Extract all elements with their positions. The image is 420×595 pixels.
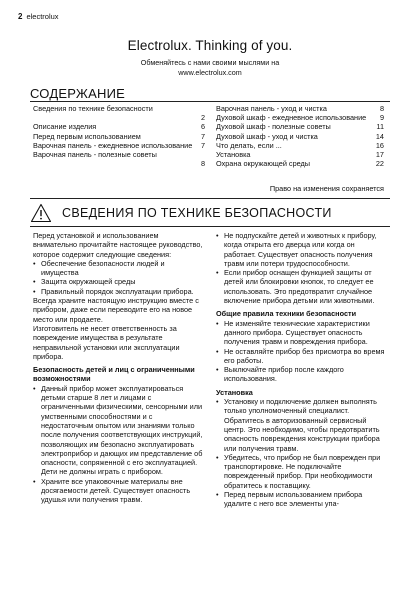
- toc-item[interactable]: [33, 150, 205, 168]
- list-item: • Защита окружающей среды: [33, 277, 203, 286]
- toc-item-label: Варочная панель - полезные советы: [33, 150, 157, 160]
- intro-list: [33, 259, 203, 296]
- toc-item-page: 2: [200, 113, 205, 123]
- list-item: • Храните все упаковочные материалы вне досягаемости детей. Существует опасность удушья или получения травм.: [33, 477, 203, 505]
- toc-item-page: 7: [200, 140, 205, 150]
- toc-item[interactable]: [216, 104, 384, 113]
- page-number: 2: [18, 12, 23, 21]
- toc-item[interactable]: [216, 132, 384, 141]
- list-item: • Если прибор оснащен функцией защиты от детей или блокировки кнопок, то следует ее использовать. Это предотвратит случайное включение прибора детьми или животными.: [216, 268, 386, 305]
- general-list: [216, 319, 386, 384]
- toc-item-page: 22: [375, 159, 384, 169]
- list-item: • Убедитесь, что прибор не был поврежден при транспортировке. Не подключайте поврежденный прибор. При необходимости обратитесь к поставщику.: [216, 453, 386, 490]
- toc-item-page: 9: [379, 113, 384, 123]
- safety-left-column: [33, 231, 203, 505]
- toc-item-label: Описание изделия: [33, 122, 97, 132]
- list-item: • Не изменяйте технические характеристики данного прибора. Существует опасность получения травм и повреждения прибора.: [216, 319, 386, 347]
- toc-item-page: 14: [375, 131, 384, 141]
- liability-paragraph: Изготовитель не несет ответственность за повреждение имущества в результате неправильной установки или эксплуатации прибора.: [33, 323, 180, 361]
- list-item: • Не подпускайте детей и животных к прибору, когда открыта его дверца или когда он работает. Существует опасность получения травм или потери трудоспособности.: [216, 231, 386, 268]
- safety-bottom-divider: [30, 226, 390, 227]
- list-item: • Не оставляйте прибор без присмотра во время его работы.: [216, 347, 386, 366]
- brand-name: electrolux: [26, 12, 59, 21]
- intro-paragraph: Перед установкой и использованием внимательно прочитайте настоящее руководство, которое содержит следующие сведения:: [33, 231, 203, 259]
- toc-item-label: Сведения по технике безопасности: [33, 104, 153, 113]
- toc-item[interactable]: [33, 132, 205, 141]
- share-text: Обменяйтесь с нами своими мыслями на: [140, 58, 280, 67]
- toc-item[interactable]: [216, 141, 384, 150]
- toc-item-label: Установка: [216, 150, 251, 160]
- toc-item-label: Духовой шкаф - ежедневное использование: [216, 113, 367, 123]
- slogan: Electrolux. Thinking of you.: [127, 38, 293, 53]
- toc-item-page: 11: [376, 122, 384, 132]
- toc-item-label: Варочная панель - ежедневное использование: [33, 140, 193, 150]
- safety-top-divider: [30, 198, 390, 199]
- toc-right-column: [216, 104, 384, 168]
- contents-title: СОДЕРЖАНИЕ: [30, 86, 126, 101]
- install-heading: Установка: [216, 387, 253, 397]
- toc-item-page: 6: [200, 122, 205, 132]
- rights-note: Право на изменения сохраняется: [269, 184, 384, 193]
- general-heading: Общие правила техники безопасности: [216, 309, 357, 319]
- toc-item[interactable]: [33, 122, 205, 131]
- toc-item[interactable]: [216, 122, 384, 131]
- children-list-continued: [216, 231, 386, 305]
- page-header: [18, 12, 59, 21]
- list-item: • Выключайте прибор после каждого использования.: [216, 365, 386, 384]
- warning-triangle-icon: [30, 203, 52, 223]
- contents-divider: [30, 101, 390, 102]
- toc-item-label: Охрана окружающей среды: [216, 159, 311, 169]
- list-item: • Установку и подключение должен выполнять только уполномоченный специалист. Обратитесь в авторизованный сервисный центр. Это необходимо, чтобы предотвратить опасность повреждения конструкции прибора или получения травм.: [216, 397, 386, 453]
- install-list: [216, 397, 386, 509]
- list-item: • Обеспечение безопасности людей и имущества: [33, 259, 203, 278]
- children-heading: Безопасность детей и лиц с ограниченными возможностями: [33, 365, 195, 384]
- toc-item-label: Варочная панель - уход и чистка: [216, 104, 327, 113]
- toc-item-page: 7: [200, 131, 205, 141]
- toc-left-column: [33, 104, 205, 168]
- safety-right-column: [216, 231, 386, 509]
- list-item: • Перед первым использованием прибора удалите с него все элементы упа-: [216, 490, 386, 509]
- toc-item[interactable]: [33, 141, 205, 150]
- toc-item-label: Духовой шкаф - уход и чистка: [216, 131, 318, 141]
- list-item: • Правильный порядок эксплуатации прибора.: [33, 287, 203, 296]
- share-block: [0, 58, 420, 78]
- toc-item-label: Что делать, если ...: [216, 140, 282, 150]
- toc-item-page: 8: [379, 104, 384, 113]
- children-list: [33, 384, 203, 505]
- toc-item-page: 16: [375, 140, 384, 150]
- toc-item[interactable]: [216, 150, 384, 159]
- toc-item[interactable]: [216, 159, 384, 168]
- list-item: • Данный прибор может эксплуатироваться детьми старше 8 лет и лицами с ограниченными физическими, сенсорными или умственными способностями и с недостаточным опытом или знаниями только после получения соответствующих инструкций, позволяющих им безопасно эксплуатировать электроприбор и дающих им представление об опасности, сопряженной с его эксплуатацией. Дети не должны играть с прибором.: [33, 384, 203, 477]
- keep-paragraph: Всегда храните настоящую инструкцию вместе с прибором, даже если переводите его на новое место или продаете.: [33, 296, 199, 324]
- share-url: www.electrolux.com: [178, 68, 242, 77]
- toc-item[interactable]: [216, 113, 384, 122]
- toc-item-page: 17: [375, 150, 384, 160]
- safety-title: СВЕДЕНИЯ ПО ТЕХНИКЕ БЕЗОПАСНОСТИ: [62, 206, 332, 220]
- toc-item-page: 8: [200, 159, 205, 169]
- toc-item-label: Перед первым использованием: [33, 131, 141, 141]
- toc-item[interactable]: [33, 104, 205, 122]
- toc-item-label: Духовой шкаф - полезные советы: [216, 122, 331, 132]
